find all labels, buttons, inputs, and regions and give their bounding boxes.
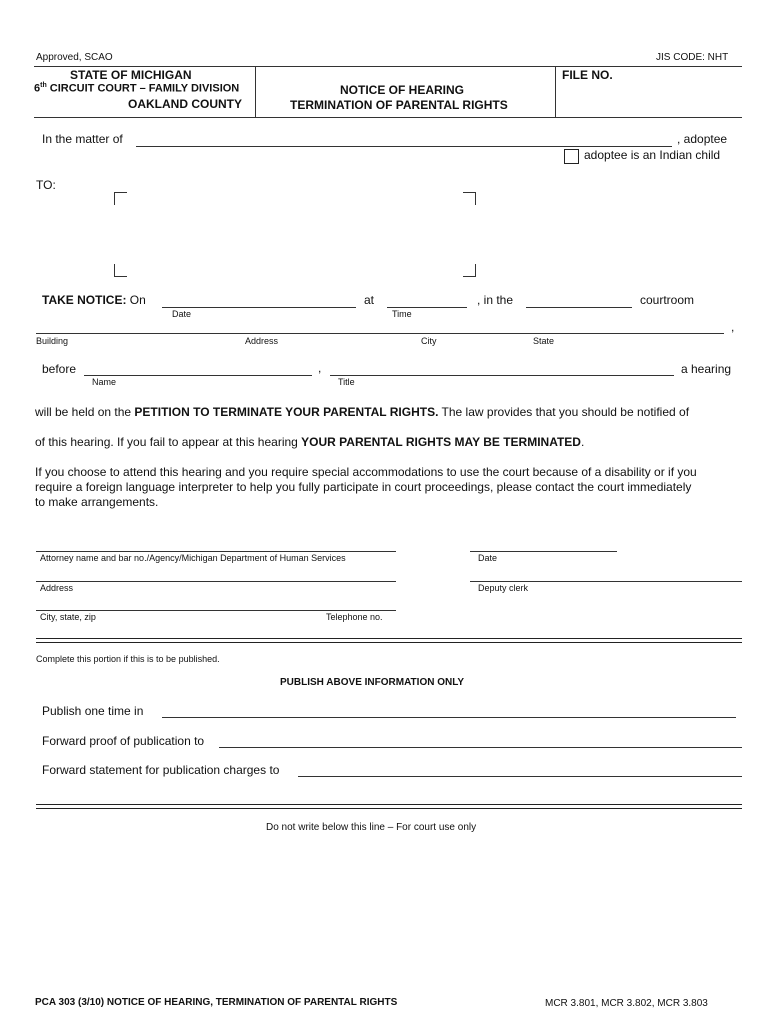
indian-child-checkbox[interactable] xyxy=(564,149,579,164)
accommodation-line-2: require a foreign language interpreter to help you fully participate in court proceedings, please contact the court immediately xyxy=(35,480,692,494)
judge-title-input[interactable] xyxy=(330,359,674,376)
signature-date-input[interactable] xyxy=(470,535,617,552)
form-footer-id: PCA 303 (3/10) NOTICE OF HEARING, TERMINATION OF PARENTAL RIGHTS xyxy=(35,997,398,1008)
proof-label: Forward proof of publication to xyxy=(42,734,205,748)
file-no-input[interactable] xyxy=(562,86,737,102)
court-rules: MCR 3.801, MCR 3.802, MCR 3.803 xyxy=(545,998,708,1009)
to-label: TO: xyxy=(36,178,56,192)
at-label: at xyxy=(364,293,375,307)
state-caption: State xyxy=(533,336,555,346)
title-caption: Title xyxy=(338,377,355,387)
recipient-address-input[interactable] xyxy=(130,198,464,268)
courtroom-input[interactable] xyxy=(526,291,632,308)
matter-name-input[interactable] xyxy=(136,130,672,147)
in-the-label: , in the xyxy=(477,293,514,307)
body-line-1: will be held on the PETITION TO TERMINATE YOUR PARENTAL RIGHTS. The law provides that you should be notified of xyxy=(35,405,690,419)
hearing-time-input[interactable] xyxy=(387,291,467,308)
approved-label: Approved, SCAO xyxy=(36,52,113,63)
judge-name-input[interactable] xyxy=(84,359,312,376)
header-divider-1 xyxy=(255,66,256,117)
publish-in-input[interactable] xyxy=(162,701,736,718)
section-double-rule-2 xyxy=(36,804,742,809)
take-notice-line: TAKE NOTICE: On xyxy=(42,293,146,307)
court-name: 6th CIRCUIT COURT – FAMILY DIVISION xyxy=(34,82,240,95)
publish-one-time-label: Publish one time in xyxy=(42,704,144,718)
matter-label: In the matter of xyxy=(42,132,123,146)
a-hearing-label: a hearing xyxy=(681,362,732,376)
court-use-note: Do not write below this line – For court use only xyxy=(266,822,477,833)
section-double-rule-1 xyxy=(36,638,742,643)
telephone-caption: Telephone no. xyxy=(326,612,383,622)
file-no-label: FILE NO. xyxy=(562,68,613,82)
publish-note: Complete this portion if this is to be published. xyxy=(36,654,220,664)
deputy-clerk-input[interactable] xyxy=(470,565,742,582)
address-comma: , xyxy=(731,320,735,334)
proof-to-input[interactable] xyxy=(219,731,742,748)
address-corner-tr xyxy=(463,192,476,205)
address-corner-tl xyxy=(114,192,127,205)
form-title-line1: NOTICE OF HEARING xyxy=(340,83,465,97)
address-corner-bl xyxy=(114,264,127,277)
publish-heading: PUBLISH ABOVE INFORMATION ONLY xyxy=(280,677,465,688)
city-state-zip-input[interactable] xyxy=(36,594,396,611)
header-top-rule xyxy=(34,66,742,67)
header-bottom-rule xyxy=(34,117,742,118)
before-comma: , xyxy=(318,361,322,375)
building-caption: Building xyxy=(36,336,69,346)
date-caption-2: Date xyxy=(478,553,498,563)
courtroom-label: courtroom xyxy=(640,293,695,307)
statement-to-input[interactable] xyxy=(298,760,742,777)
address-corner-br xyxy=(463,264,476,277)
building-address-input[interactable] xyxy=(36,317,724,334)
address-caption-2: Address xyxy=(40,583,74,593)
name-caption: Name xyxy=(92,377,117,387)
county-name: OAKLAND COUNTY xyxy=(128,97,242,111)
attorney-caption: Attorney name and bar no./Agency/Michigan Department of Human Services xyxy=(40,553,346,563)
date-caption: Date xyxy=(172,309,192,319)
statement-label: Forward statement for publication charges to xyxy=(42,763,280,777)
header-divider-2 xyxy=(555,66,556,117)
adoptee-label: , adoptee xyxy=(677,132,728,146)
indian-child-label: adoptee is an Indian child xyxy=(584,148,721,162)
state-name: STATE OF MICHIGAN xyxy=(70,68,192,82)
deputy-clerk-caption: Deputy clerk xyxy=(478,583,529,593)
city-state-zip-caption: City, state, zip xyxy=(40,612,96,622)
accommodation-line-3: to make arrangements. xyxy=(35,495,159,509)
attorney-address-input[interactable] xyxy=(36,565,396,582)
jis-code: JIS CODE: NHT xyxy=(656,52,729,63)
body-line-2: of this hearing. If you fail to appear at this hearing YOUR PARENTAL RIGHTS MAY BE TERMINATED. xyxy=(35,435,585,449)
hearing-date-input[interactable] xyxy=(162,291,356,308)
form-title-line2: TERMINATION OF PARENTAL RIGHTS xyxy=(290,98,508,112)
attorney-input[interactable] xyxy=(36,535,396,552)
before-label: before xyxy=(42,362,77,376)
address-caption: Address xyxy=(245,336,279,346)
accommodation-line-1: If you choose to attend this hearing and you require special accommodations to use the court because of a disability or if you xyxy=(35,465,697,479)
city-caption: City xyxy=(421,336,437,346)
time-caption: Time xyxy=(392,309,412,319)
